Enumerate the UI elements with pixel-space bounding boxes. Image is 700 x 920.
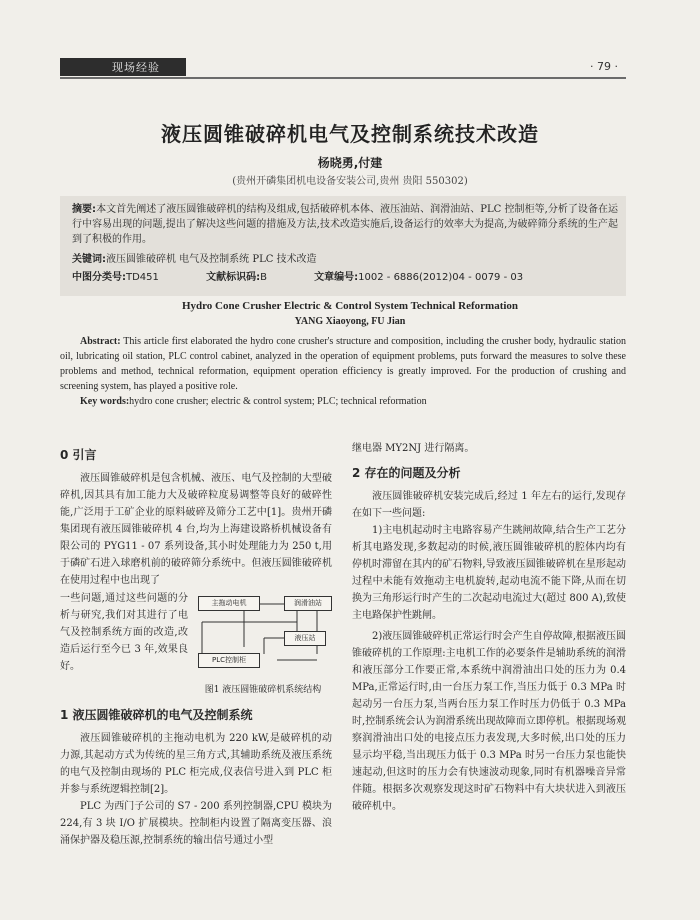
english-authors: YANG Xiaoyong, FU Jian: [294, 316, 406, 327]
section-label: 现场经验: [112, 61, 160, 74]
section-0-paragraph-1-cont: 一些问题,通过这些问题的分析与研究,我们对其进行了电气及控制系统方面的改造,改造后运行至今已 3 年,效果良好。: [60, 593, 188, 672]
figure-1-diagram: [192, 592, 334, 676]
right-paragraph-continuation: 继电器 MY2NJ 进行隔离。: [352, 443, 475, 454]
abstract-zh-text: 本文首先阐述了液压圆锥破碎机的结构及组成,包括破碎机本体、液压油站、润滑油站、PLC 控制柜等,分析了设备在运行中容易出现的问题,提出了解决这些问题的措施及方法,技术改造实施后,设备运行的效率大为提高,为破碎筛分系统的生产起到了积极的作用。: [72, 204, 619, 245]
box-plc-cabinet: PLC控制柜: [198, 653, 260, 668]
article-id-value: 1002 - 6886(2012)04 - 0079 - 03: [358, 272, 524, 283]
section-0-paragraph-1: 液压圆锥破碎机是包含机械、液压、电气及控制的大型破碎机,因其具有加工能力大及破碎粒度易调整等良好的破碎性能,广泛用于工矿企业的原料破碎及筛分工艺中[1]。贵州开磷集团现有液压圆锥破碎机 4 台,均为上海建设路桥机械设备有限公司的 PYG11 - 07 系列设备,其小时处理能力为 250 t,用于磷矿石进入球磨机前的破碎筛分系统中。但液压圆锥破碎机在使用过程中也出现了: [60, 473, 332, 586]
section-2-paragraph-3: 2)液压圆锥破碎机正常运行时会产生自停故障,根据液压圆锥破碎机的工作原理:主电机工作的必要条件是辅助系统的润滑和液压部分工作要正常,本系统中润滑油出口处的压力为 0.4 MPa,正常运行时,由一台压力泵工作,当压力低于 0.3 MPa 时起动另一台压力泵,当两台压力泵工作时压力仍低于 0.3 MPa 时,控制系统会认为润滑系统出现故障而立即停机。根据现场观察润滑油出口处的电接点压力表发现,大多时候,出口处的压力显示均平稳,当出现压力低于 0.3 MPa 时另一台压力泵也能快速起动,但这时的压力会有快速波动现象,同时有机器噪音异常伴随。根据多次观察发现这时矿石物料中有大块状进入到液压破碎机中。: [352, 631, 626, 812]
keywords-zh: [72, 250, 618, 265]
figure-1-caption: 图1 液压圆锥破碎机系统结构: [204, 685, 322, 695]
clc-label: 中图分类号:: [72, 272, 126, 283]
article-meta: [72, 268, 567, 283]
section-2-paragraph-2: 1)主电机起动时主电路容易产生跳闸故障,结合生产工艺分析其电路发现,多数起动的时候,液压圆锥破碎机的腔体内均有停机时滞留在其内的矿石物料,导致液压圆锥破碎机在星形起动过程中未能有效拖动主电机旋转,起动电流不能下降,从而在切换为三角形运行时产生的二次起动电流过大(超过 800 A),致使主电路保护性跳闸。: [352, 525, 626, 621]
keywords-en-text: hydro cone crusher; electric & control system; PLC; technical reformation: [129, 396, 427, 407]
abstract-zh-label: 摘要:: [72, 204, 97, 215]
keywords-en-label: Key words:: [80, 396, 130, 407]
page-number: · 79 ·: [590, 60, 618, 73]
box-lube-station: 润滑油站: [284, 596, 332, 611]
abstract-zh: [72, 202, 618, 247]
section-1-heading: 1 液压圆锥破碎机的电气及控制系统: [60, 708, 253, 722]
section-1-paragraph-2: PLC 为西门子公司的 S7 - 200 系列控制器,CPU 模块为 224,有 3 块 I/O 扩展模块。控制柜内设置了隔离变压器、浪涌保护器及稳压源,控制系统的输出信号通过小型: [60, 801, 332, 846]
abstract-en: [60, 334, 626, 394]
keywords-en: [80, 396, 626, 407]
english-title: Hydro Cone Crusher Electric & Control System Technical Reformation: [181, 300, 519, 312]
keywords-zh-text: 液压圆锥破碎机 电气及控制系统 PLC 技术改造: [106, 254, 317, 265]
abstract-en-label: Abstract:: [80, 336, 121, 347]
box-main-motor: 主拖动电机: [198, 596, 260, 611]
clc-value: TD451: [126, 272, 159, 283]
article-id-label: 文章编号:: [314, 272, 359, 283]
affiliation: (贵州开磷集团机电设备安装公司,贵州 贵阳 550302): [232, 176, 468, 187]
section-1-paragraph-1: 液压圆锥破碎机的主拖动电机为 220 kW,是破碎机的动力源,其起动方式为传统的星三角方式,其辅助系统及液压系统的电气及控制由现场的 PLC 柜完成,仪表信号进入到 PLC 柜并参与系统逻辑控制[2]。: [60, 733, 332, 795]
abstract-en-text: This article first elaborated the hydro cone crusher's structure and composition, including the crusher body, hydraulic station oil, lubricating oil station, PLC control cabinet, analyzed in the operation of equipment problems, puts forward the measures to solve these problems and method, technical reformation, equipment operation efficiency is greatly improved. For the production of crushing and screening system, has played a positive role.: [60, 336, 627, 392]
section-2-paragraph-1: 液压圆锥破碎机安装完成后,经过 1 年左右的运行,发现存在如下一些问题:: [352, 491, 626, 519]
paper-title: 液压圆锥破碎机电气及控制系统技术改造: [161, 122, 539, 146]
section-2-heading: 2 存在的问题及分析: [352, 466, 461, 480]
keywords-zh-label: 关键词:: [72, 254, 106, 265]
authors: 杨晓勇,付建: [317, 156, 383, 170]
box-hydraulic-station: 液压站: [284, 631, 326, 646]
section-0-heading: 0 引言: [60, 448, 97, 462]
header-rule: [60, 77, 626, 79]
doc-code-label: 文献标识码:: [206, 272, 261, 283]
doc-code-value: B: [260, 272, 267, 283]
